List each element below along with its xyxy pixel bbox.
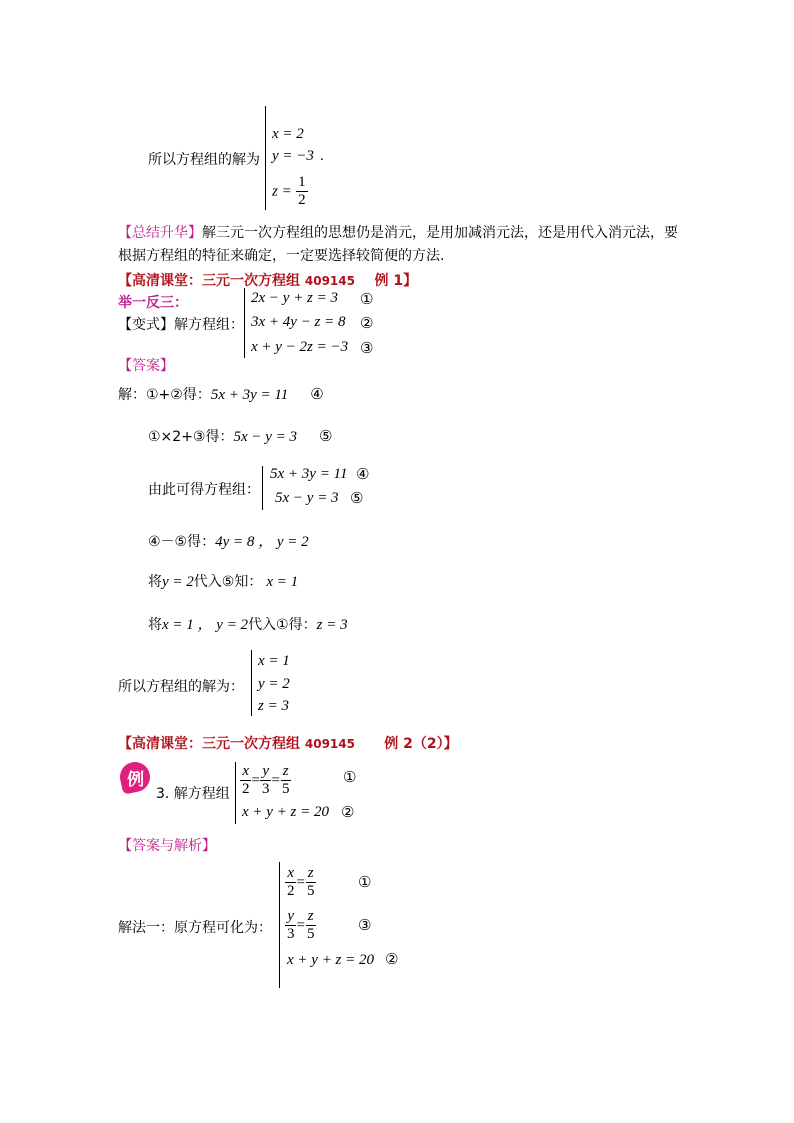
solution-period: . [320,148,324,164]
final-solution-brace [251,650,252,716]
final-solution-label: 所以方程组的解为： [118,679,244,695]
class-heading-1: 【高清课堂：三元一次方程组 409145 例 1】 [118,273,418,289]
solution-label: 所以方程组的解为 [148,152,260,168]
variant-mark-2: ② [360,314,374,332]
analysis-brace [279,862,280,988]
step-3-eq-2: 5x − y = 3 [275,490,339,506]
variant-eq-2: 3x + 4y − z = 8 [251,314,346,330]
example-3-brace [235,762,236,824]
step-4: ④－⑤得：4y = 8 ， y = 2 [148,534,309,550]
analysis-row-2: $\frac{y}{3}$ = $\frac{z}{5}$ [287,908,315,942]
example-3-eq-1: $\frac{x}{2}$ = $\frac{y}{3}$ = $\frac{z}{5}$ [242,763,290,797]
step-3-label: 由此可得方程组： [148,482,260,498]
variant-brace [244,288,245,358]
solution-y: y = −3 [272,148,314,164]
analysis-row-3: x + y + z = 20 [287,952,375,968]
variant-eq-3: x + y − 2z = −3 [251,339,349,355]
variant-mark-3: ③ [360,339,374,357]
step-6: 将x = 1 ， y = 2代入①得：z = 3 [148,617,348,633]
variant-label: 【变式】解方程组： [118,317,244,333]
solution-x: x = 2 [272,126,304,142]
final-solution-y: y = 2 [258,676,290,692]
step-1: 解：①+②得：5x + 3y = 11 ④ [118,385,324,403]
step-3-mark-2: ⑤ [350,489,364,507]
analysis-row-1: $\frac{x}{2}$ = $\frac{z}{5}$ [287,865,315,899]
step-3-eq-1: 5x + 3y = 11 [270,466,348,482]
summary-line-2: 根据方程组的特征来确定，一定要选择较简便的方法. [118,248,445,264]
summary-line-1: 【总结升华】解三元一次方程组的思想仍是消元，是用加减消元法，还是用代入消元法，要 [118,225,678,241]
analysis-mark-3: ③ [358,916,372,934]
step-5: 将y = 2代入⑤知： x = 1 [148,574,299,590]
summary-tag: 【总结升华】 [118,225,202,241]
variant-eq-1: 2x − y + z = 3 [251,290,339,306]
step-3-brace [262,466,263,510]
example-badge-icon: 例 [117,759,153,795]
analysis-mark-2: ② [385,950,399,968]
answer-tag: 【答案】 [118,358,174,374]
analysis-label: 解法一：原方程可化为： [118,920,272,936]
analysis-mark-1: ① [358,873,372,891]
example-3-label: 3. 解方程组 [156,786,230,802]
solution-brace [265,106,266,210]
step-2: ①×2+③得：5x − y = 3 ⑤ [148,427,333,445]
example-3-mark-1: ① [343,768,357,786]
solution-z: z = $\frac{1}{2}$ [272,174,306,208]
analysis-tag: 【答案与解析】 [118,838,216,854]
variant-mark-1: ① [360,290,374,308]
final-solution-x: x = 1 [258,653,290,669]
step-3-mark-1: ④ [356,465,370,483]
class-heading-2: 【高清课堂：三元一次方程组 409145 例 2（2）】 [118,736,458,752]
example-3-mark-2: ② [341,803,355,821]
variant-heading: 举一反三： [118,295,188,311]
final-solution-z: z = 3 [258,698,289,714]
example-3-eq-2: x + y + z = 20 [242,804,330,820]
